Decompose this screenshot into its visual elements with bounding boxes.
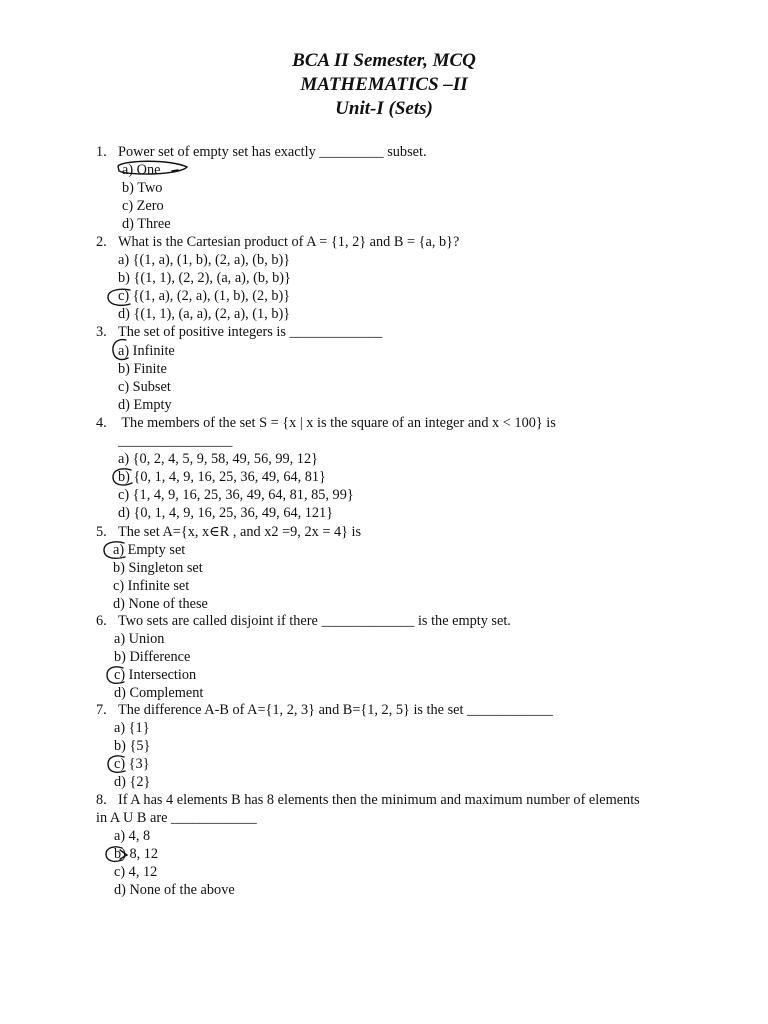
q5-option-a: a) Empty set [113, 542, 186, 558]
q7-option-b: b) {5} [114, 738, 151, 754]
q6-option-d: d) Complement [114, 685, 204, 701]
question-4 [96, 414, 556, 432]
question-number: 5. [96, 524, 107, 540]
q5-option-b: b) Singleton set [113, 560, 203, 576]
q4-option-d: d) {0, 1, 4, 9, 16, 25, 36, 49, 64, 121} [118, 505, 334, 521]
q4-option-a: a) {0, 2, 4, 5, 9, 58, 49, 56, 99, 12} [118, 451, 318, 467]
question-3 [96, 323, 382, 341]
question-text: Power set of empty set has exactly _________ subset. [118, 144, 427, 160]
question-number: 6. [96, 613, 107, 629]
q1-option-a: a) One [122, 162, 161, 178]
q4-option-c: c) {1, 4, 9, 16, 25, 36, 49, 64, 81, 85, 99} [118, 487, 354, 503]
question-text: The set A={x, x∈R , and x2 =9, 2x = 4} is [118, 524, 362, 540]
question-text: If A has 4 elements B has 8 elements then the minimum and maximum number of elements [118, 792, 640, 808]
question-number: 1. [96, 144, 107, 160]
q1-option-b: b) Two [122, 180, 163, 196]
q5-option-c: c) Infinite set [113, 578, 190, 594]
question-7 [96, 701, 553, 719]
doc-title-course: BCA II Semester, MCQ [292, 50, 476, 71]
q8-option-c: c) 4, 12 [114, 864, 158, 880]
question-1 [96, 143, 427, 161]
q4-option-b: b) {0, 1, 4, 9, 16, 25, 36, 49, 64, 81} [118, 469, 326, 485]
q5-option-d: d) None of these [113, 596, 208, 612]
q6-option-b: b) Difference [114, 649, 191, 665]
question-text: The members of the set S = {x | x is the square of an integer and x < 100} is [118, 415, 556, 431]
q3-option-b: b) Finite [118, 361, 167, 377]
q6-option-a: a) Union [114, 631, 165, 647]
question-number: 4. [96, 415, 107, 431]
question-text: What is the Cartesian product of A = {1, 2} and B = {a, b}? [118, 234, 460, 250]
doc-title-unit: Unit-I (Sets) [335, 98, 433, 119]
q2-option-b: b) {(1, 1), (2, 2), (a, a), (b, b)} [118, 270, 291, 286]
q8-option-d: d) None of the above [114, 882, 235, 898]
question-number: 3. [96, 324, 107, 340]
question-8 [96, 791, 640, 809]
question-8-continued: in A U B are ____________ [96, 810, 257, 826]
q7-option-c: c) {3} [114, 756, 150, 772]
question-text: The set of positive integers is _____________ [118, 324, 383, 340]
doc-title-subject: MATHEMATICS –II [300, 74, 468, 95]
question-number: 8. [96, 792, 107, 808]
question-2 [96, 233, 459, 251]
q3-option-c: c) Subset [118, 379, 171, 395]
q1-option-c: c) Zero [122, 198, 164, 214]
question-number: 7. [96, 702, 107, 718]
q7-option-a: a) {1} [114, 720, 150, 736]
q2-option-c: c) {(1, a), (2, a), (1, b), (2, b)} [118, 288, 291, 304]
q2-option-a: a) {(1, a), (1, b), (2, a), (b, b)} [118, 252, 291, 268]
q2-option-d: d) {(1, 1), (a, a), (2, a), (1, b)} [118, 306, 291, 322]
question-text: Two sets are called disjoint if there _____________ is the empty set. [118, 613, 511, 629]
q4-answer-blank: ________________ [118, 433, 233, 449]
q8-option-a: a) 4, 8 [114, 828, 151, 844]
q6-option-c: c) Intersection [114, 667, 197, 683]
q1-option-d: d) Three [122, 216, 171, 232]
question-text: The difference A-B of A={1, 2, 3} and B={1, 2, 5} is the set ____________ [118, 702, 553, 718]
q7-option-d: d) {2} [114, 774, 151, 790]
q8-option-b: b) 8, 12 [114, 846, 159, 862]
question-number: 2. [96, 234, 107, 250]
q3-option-d: d) Empty [118, 397, 172, 413]
question-5 [96, 523, 361, 541]
question-6 [96, 612, 511, 630]
q3-option-a: a) Infinite [118, 343, 175, 359]
